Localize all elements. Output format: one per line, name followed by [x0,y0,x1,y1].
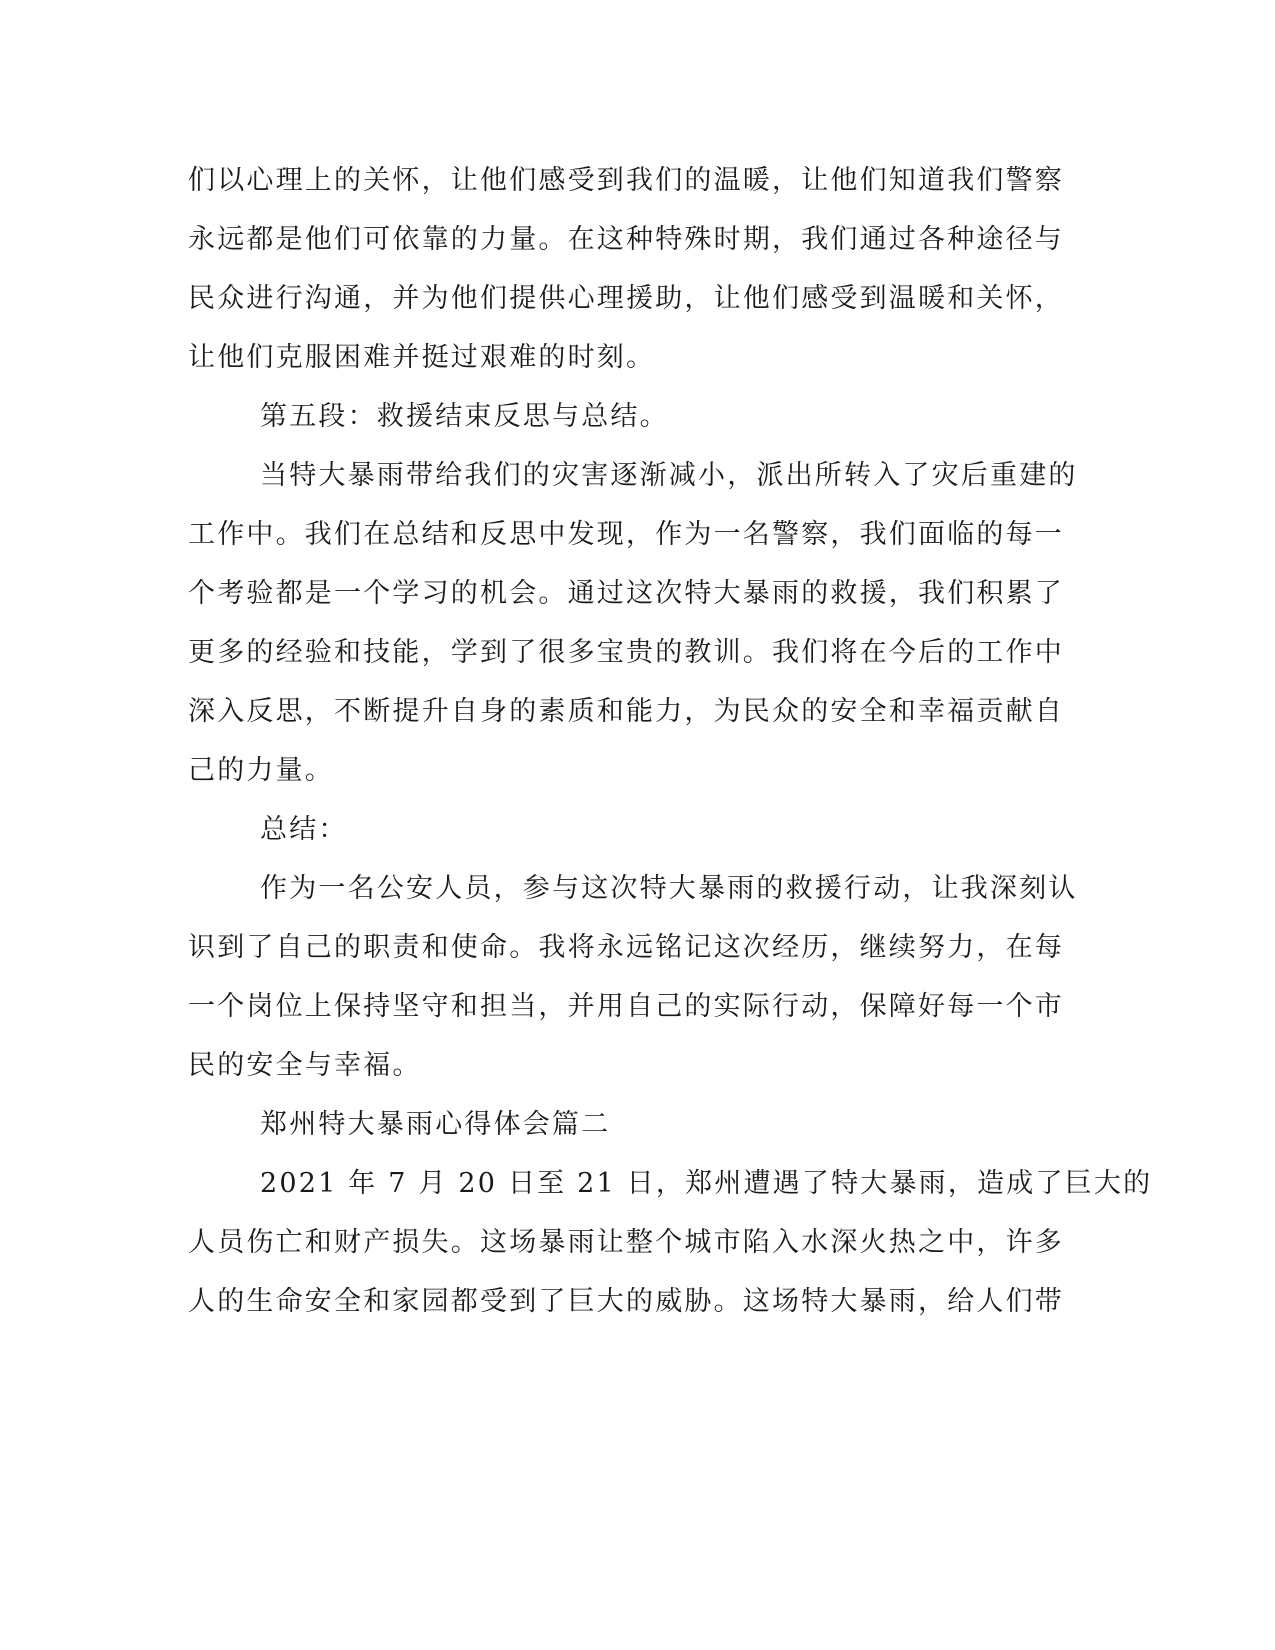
body-text-line: 作为一名公安人员，参与这次特大暴雨的救援行动，让我深刻认 [260,873,1078,904]
body-text-line: 当特大暴雨带给我们的灾害逐渐减小，派出所转入了灾后重建的 [260,460,1078,491]
body-text-line: 深入反思，不断提升自身的素质和能力，为民众的安全和幸福贡献自 [188,696,1064,727]
article-title: 郑州特大暴雨心得体会篇二 [260,1109,611,1140]
body-text-line: 更多的经验和技能，学到了很多宝贵的教训。我们将在今后的工作中 [188,637,1064,668]
body-text-line: 2021 年 7 月 20 日至 21 日，郑州遭遇了特大暴雨，造成了巨大的 [260,1168,1153,1199]
body-text-line: 让他们克服困难并挺过艰难的时刻。 [188,342,656,373]
body-text-line: 个考验都是一个学习的机会。通过这次特大暴雨的救援，我们积累了 [188,578,1064,609]
body-text-line: 识到了自己的职责和使命。我将永远铭记这次经历，继续努力，在每 [188,932,1064,963]
body-text-line: 人的生命安全和家园都受到了巨大的威胁。这场特大暴雨，给人们带 [188,1286,1064,1317]
body-text-line: 工作中。我们在总结和反思中发现，作为一名警察，我们面临的每一 [188,519,1064,550]
body-text-line: 永远都是他们可依靠的力量。在这种特殊时期，我们通过各种途径与 [188,224,1064,255]
body-text-line: 己的力量。 [188,755,334,786]
body-text-line: 一个岗位上保持坚守和担当，并用自己的实际行动，保障好每一个市 [188,991,1064,1022]
body-text-line: 民众进行沟通，并为他们提供心理援助，让他们感受到温暖和关怀， [188,283,1064,314]
body-text-line: 人员伤亡和财产损失。这场暴雨让整个城市陷入水深火热之中，许多 [188,1227,1064,1258]
section-heading: 第五段：救援结束反思与总结。 [260,401,669,432]
body-text-line: 们以心理上的关怀，让他们感受到我们的温暖，让他们知道我们警察 [188,165,1064,196]
summary-heading: 总结： [260,814,348,845]
body-text-line: 民的安全与幸福。 [188,1050,422,1081]
